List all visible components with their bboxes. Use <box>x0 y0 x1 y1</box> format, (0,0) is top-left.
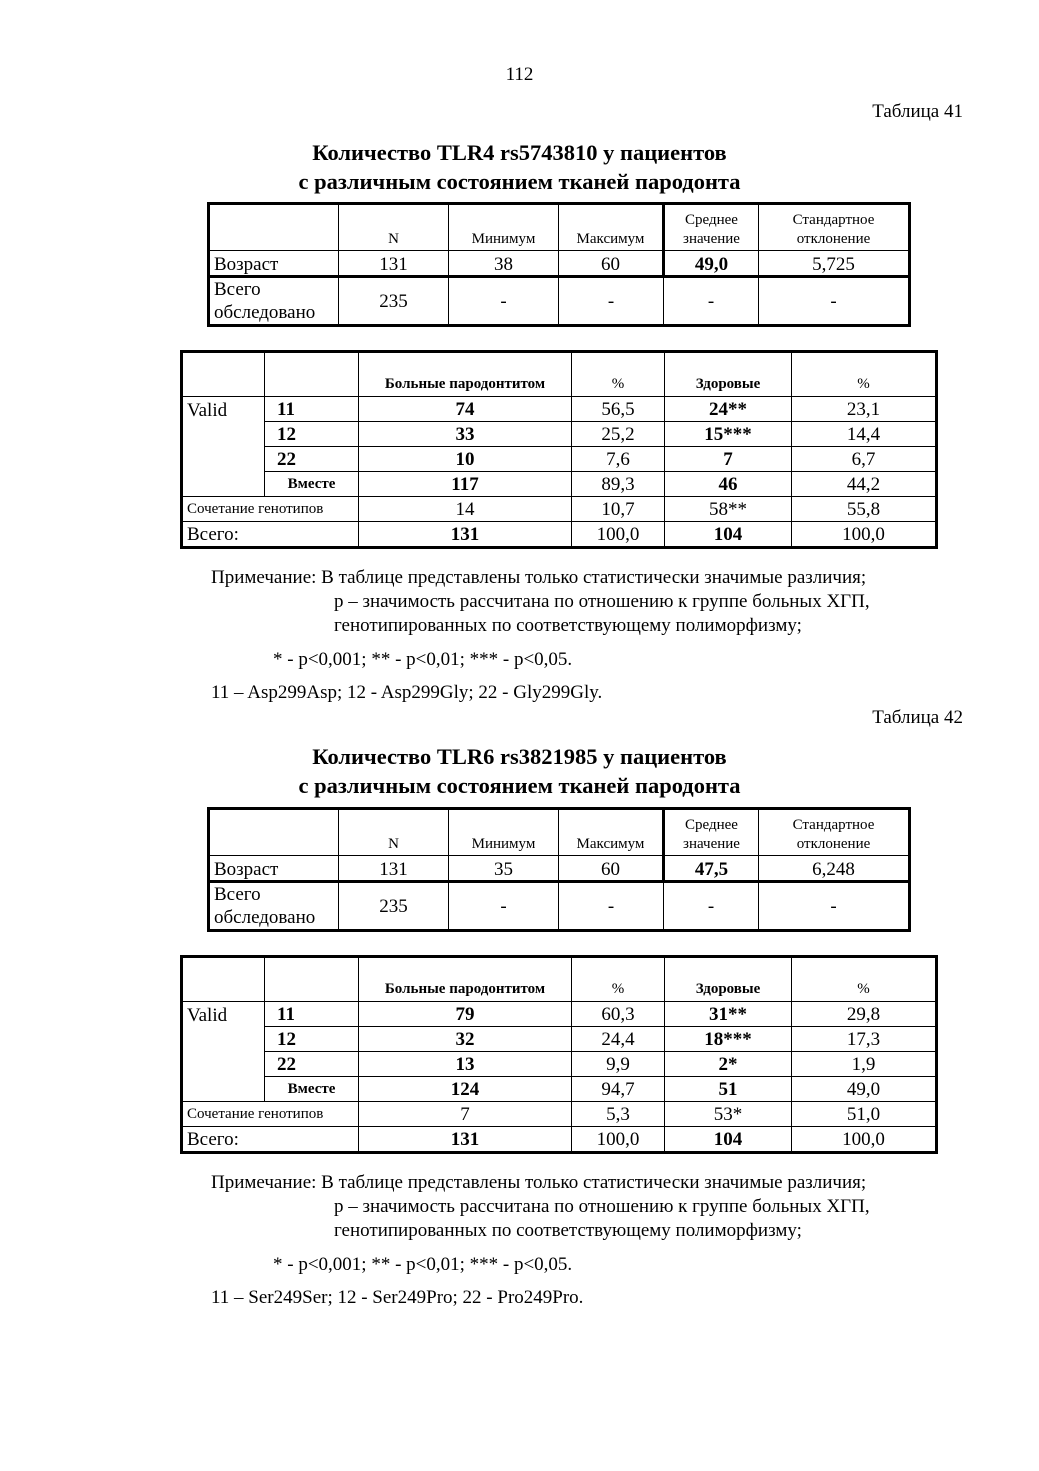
genotype-cell: 79 <box>359 1002 572 1027</box>
stats-cell: - <box>449 882 559 931</box>
genotype-cell: 46 <box>665 472 792 497</box>
genotype-total-row <box>182 1127 937 1153</box>
significance-note: * - p<0,001; ** - p<0,01; *** - p<0,05. <box>273 1254 573 1275</box>
total-label: Всего: <box>182 522 359 548</box>
stats-header: Максимум <box>559 204 664 251</box>
genotype-cell: 10,7 <box>572 497 665 522</box>
genotype-cell: 100,0 <box>572 1127 665 1153</box>
genotype-header-empty <box>182 352 265 397</box>
genotype-cell: 29,8 <box>792 1002 937 1027</box>
genotype-row <box>182 1027 937 1052</box>
stats-row <box>209 277 910 326</box>
genotype-cell: 100,0 <box>792 522 937 548</box>
genotype-cell: 33 <box>359 422 572 447</box>
genotype-cell: 15*** <box>665 422 792 447</box>
genotype-code: Вместе <box>265 472 359 497</box>
stats-header <box>209 809 339 856</box>
genotype-total-row <box>182 522 937 548</box>
table-title-line: с различным состоянием тканей пародонта <box>298 169 741 194</box>
genotype-code: Вместе <box>265 1077 359 1102</box>
genotype-code: 22 <box>265 447 359 472</box>
genotype-row <box>182 1052 937 1077</box>
genotype-cell: 17,3 <box>792 1027 937 1052</box>
genotype-row <box>182 1077 937 1102</box>
stats-cell: 35 <box>449 856 559 882</box>
genotype-cell: 58** <box>665 497 792 522</box>
genotype-cell: 56,5 <box>572 397 665 422</box>
genotype-cell: 24,4 <box>572 1027 665 1052</box>
genotype-cell: 7 <box>359 1102 572 1127</box>
genotype-cell: 24** <box>665 397 792 422</box>
genotype-header: Больные пародонтитом <box>359 352 572 397</box>
genotype-cell: 6,7 <box>792 447 937 472</box>
stats-cell: 38 <box>449 251 559 277</box>
valid-label: Valid <box>182 397 265 422</box>
note-line: Примечание: В таблице представлены только статистически значимые различия; <box>211 1172 867 1193</box>
stats-row-label: Возраст <box>209 856 339 882</box>
genotype-cell: 131 <box>359 522 572 548</box>
genotype-cell: 53* <box>665 1102 792 1127</box>
stats-header-row <box>209 204 910 251</box>
genotype-header: % <box>572 352 665 397</box>
stats-row-label: Всего обследовано <box>209 277 339 326</box>
genotype-cell: 100,0 <box>792 1127 937 1153</box>
genotype-cell: 1,9 <box>792 1052 937 1077</box>
table-title <box>0 742 1039 800</box>
note-line: р – значимость рассчитана по отношению к группе больных ХГП, <box>334 1196 870 1217</box>
stats-header: Среднее значение <box>664 204 759 251</box>
stats-cell: 60 <box>559 251 664 277</box>
genotype-cell: 100,0 <box>572 522 665 548</box>
stats-header: Среднее значение <box>664 809 759 856</box>
stats-table <box>207 202 911 327</box>
genotype-header-row <box>182 957 937 1002</box>
genotype-combo-row <box>182 497 937 522</box>
stats-header: Стандартное отклонение <box>759 809 910 856</box>
stats-cell: 60 <box>559 856 664 882</box>
genotype-empty <box>182 1077 265 1102</box>
genotype-cell: 131 <box>359 1127 572 1153</box>
stats-cell: 5,725 <box>759 251 910 277</box>
genotype-code: 11 <box>265 397 359 422</box>
genotype-header-row <box>182 352 937 397</box>
genotype-header-empty <box>265 957 359 1002</box>
genotype-cell: 18*** <box>665 1027 792 1052</box>
stats-header: Стандартное отклонение <box>759 204 910 251</box>
note-line: Примечание: В таблице представлены только статистически значимые различия; <box>211 567 867 588</box>
stats-cell: - <box>449 277 559 326</box>
genotype-cell: 74 <box>359 397 572 422</box>
genotype-combo-row <box>182 1102 937 1127</box>
genotype-table <box>180 350 938 549</box>
genotype-empty <box>182 447 265 472</box>
total-label: Всего: <box>182 1127 359 1153</box>
stats-cell: 49,0 <box>664 251 759 277</box>
genotype-legend: 11 – Asp299Asp; 12 - Asp299Gly; 22 - Gly299Gly. <box>211 682 603 703</box>
stats-cell: - <box>759 277 910 326</box>
stats-row <box>209 251 910 277</box>
table-title <box>0 138 1039 196</box>
genotype-empty <box>182 472 265 497</box>
page-number: 112 <box>505 64 534 85</box>
genotype-row <box>182 397 937 422</box>
table-label: Таблица 42 <box>872 707 963 728</box>
combo-label: Сочетание генотипов <box>182 497 359 522</box>
genotype-header: Больные пародонтитом <box>359 957 572 1002</box>
genotype-cell: 89,3 <box>572 472 665 497</box>
stats-row <box>209 882 910 931</box>
stats-cell: - <box>664 882 759 931</box>
genotype-cell: 7,6 <box>572 447 665 472</box>
stats-cell: 131 <box>339 251 449 277</box>
stats-cell: 6,248 <box>759 856 910 882</box>
genotype-empty <box>182 422 265 447</box>
genotype-header: % <box>792 352 937 397</box>
genotype-header: Здоровые <box>665 957 792 1002</box>
genotype-cell: 5,3 <box>572 1102 665 1127</box>
genotype-cell: 14,4 <box>792 422 937 447</box>
genotype-cell: 60,3 <box>572 1002 665 1027</box>
stats-row-label: Всего обследовано <box>209 882 339 931</box>
stats-row-label: Возраст <box>209 251 339 277</box>
stats-cell: - <box>559 882 664 931</box>
stats-cell: - <box>664 277 759 326</box>
stats-cell: 47,5 <box>664 856 759 882</box>
significance-note: * - p<0,001; ** - p<0,01; *** - p<0,05. <box>273 649 573 670</box>
genotype-cell: 23,1 <box>792 397 937 422</box>
genotype-cell: 104 <box>665 1127 792 1153</box>
genotype-row <box>182 422 937 447</box>
genotype-row <box>182 472 937 497</box>
genotype-cell: 31** <box>665 1002 792 1027</box>
stats-table <box>207 807 911 932</box>
genotype-cell: 14 <box>359 497 572 522</box>
note-line: р – значимость рассчитана по отношению к группе больных ХГП, <box>334 591 870 612</box>
stats-cell: 131 <box>339 856 449 882</box>
genotype-header-empty <box>265 352 359 397</box>
stats-header-row <box>209 809 910 856</box>
genotype-cell: 51 <box>665 1077 792 1102</box>
genotype-header: Здоровые <box>665 352 792 397</box>
genotype-cell: 51,0 <box>792 1102 937 1127</box>
genotype-code: 11 <box>265 1002 359 1027</box>
genotype-header-empty <box>182 957 265 1002</box>
genotype-cell: 117 <box>359 472 572 497</box>
combo-label: Сочетание генотипов <box>182 1102 359 1127</box>
note-line: генотипированных по соответствующему полиморфизму; <box>334 1220 802 1241</box>
genotype-row <box>182 447 937 472</box>
table-title-line: с различным состоянием тканей пародонта <box>298 773 741 798</box>
genotype-empty <box>182 1052 265 1077</box>
genotype-cell: 49,0 <box>792 1077 937 1102</box>
genotype-code: 12 <box>265 1027 359 1052</box>
stats-header: Максимум <box>559 809 664 856</box>
genotype-cell: 94,7 <box>572 1077 665 1102</box>
table-label: Таблица 41 <box>872 101 963 122</box>
valid-label: Valid <box>182 1002 265 1027</box>
stats-cell: 235 <box>339 277 449 326</box>
genotype-cell: 7 <box>665 447 792 472</box>
genotype-cell: 13 <box>359 1052 572 1077</box>
stats-header: Минимум <box>449 809 559 856</box>
genotype-cell: 25,2 <box>572 422 665 447</box>
stats-cell: 235 <box>339 882 449 931</box>
genotype-empty <box>182 1027 265 1052</box>
genotype-cell: 104 <box>665 522 792 548</box>
genotype-code: 12 <box>265 422 359 447</box>
stats-cell: - <box>759 882 910 931</box>
genotype-row <box>182 1002 937 1027</box>
genotype-cell: 32 <box>359 1027 572 1052</box>
genotype-legend: 11 – Ser249Ser; 12 - Ser249Pro; 22 - Pro249Pro. <box>211 1287 584 1308</box>
genotype-cell: 10 <box>359 447 572 472</box>
genotype-cell: 2* <box>665 1052 792 1077</box>
genotype-header: % <box>792 957 937 1002</box>
genotype-cell: 44,2 <box>792 472 937 497</box>
note-line: генотипированных по соответствующему полиморфизму; <box>334 615 802 636</box>
stats-cell: - <box>559 277 664 326</box>
stats-header: Минимум <box>449 204 559 251</box>
stats-header: N <box>339 204 449 251</box>
genotype-cell: 9,9 <box>572 1052 665 1077</box>
stats-header <box>209 204 339 251</box>
genotype-header: % <box>572 957 665 1002</box>
stats-header: N <box>339 809 449 856</box>
genotype-cell: 124 <box>359 1077 572 1102</box>
genotype-table <box>180 955 938 1154</box>
genotype-code: 22 <box>265 1052 359 1077</box>
table-title-line: Количество TLR4 rs5743810 у пациентов <box>312 140 727 165</box>
table-title-line: Количество TLR6 rs3821985 у пациентов <box>312 744 727 769</box>
stats-row <box>209 856 910 882</box>
genotype-cell: 55,8 <box>792 497 937 522</box>
